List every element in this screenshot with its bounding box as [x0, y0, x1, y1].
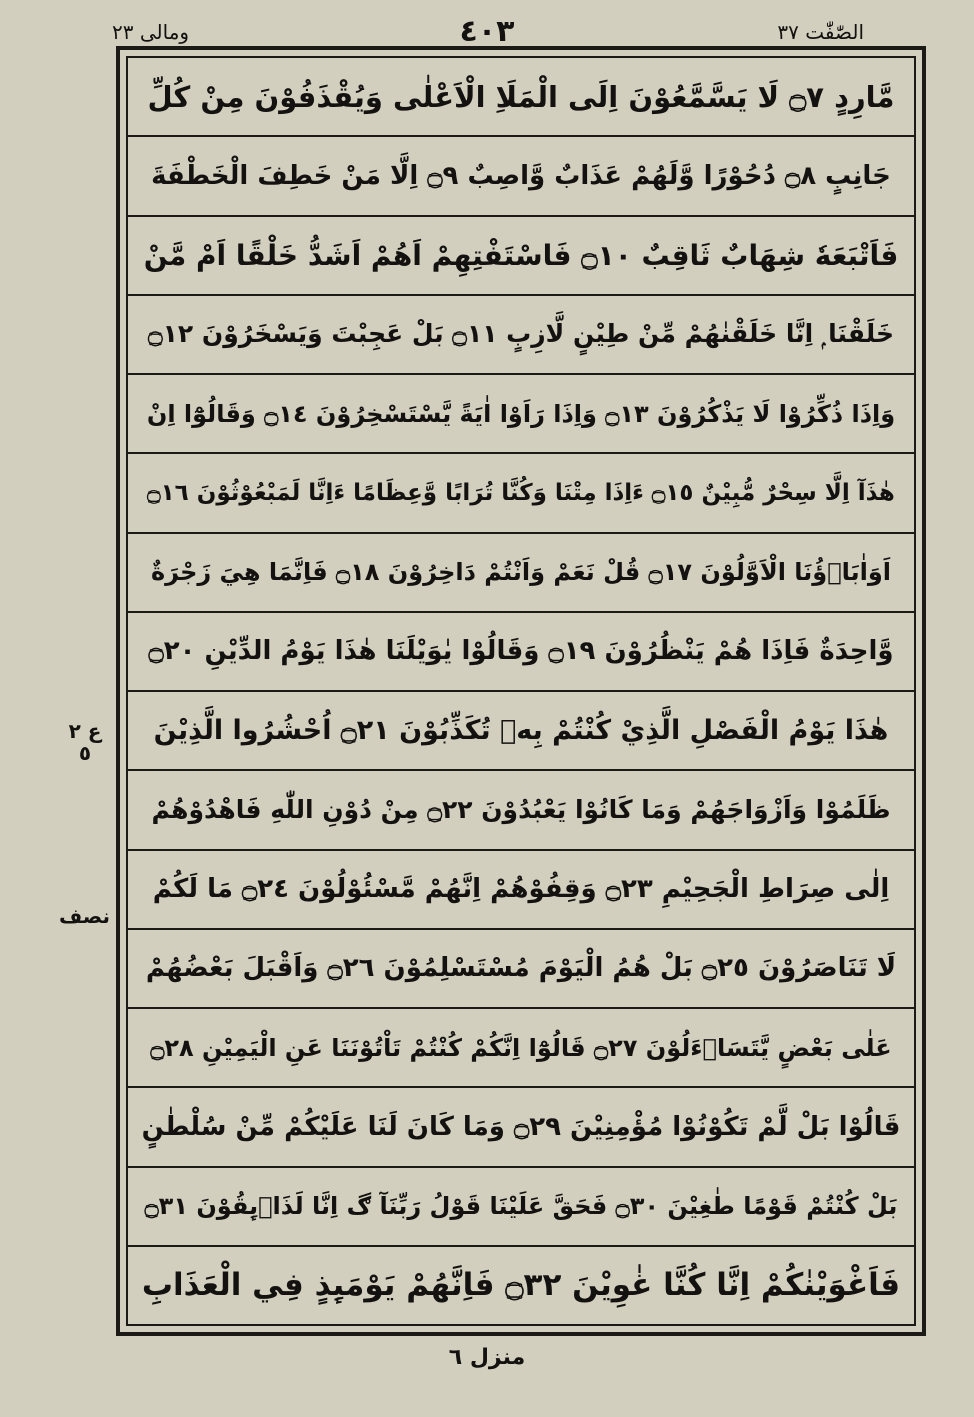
verse-line: خَلَقْنَا ۭ اِنَّا خَلَقْنٰهُمْ مِّنْ طِيْنٍ لَّازِبٍ ۝١١ بَلْ عَجِبْتَ وَيَسْخَرُوْنَ ۝١٢	[128, 296, 914, 375]
verse-line: عَلٰى بَعْضٍ يَّتَسَاۗءَلُوْنَ ۝٢٧ قَالُوْٓا اِنَّكُمْ كُنْتُمْ تَاْتُوْنَنَا عَنِ الْيَمِيْنِ ۝٢٨	[128, 1009, 914, 1088]
verse-line: فَاَغْوَيْنٰكُمْ اِنَّا كُنَّا غٰوِيْنَ ۝٣٢ فَاِنَّهُمْ يَوْمَىِٕذٍ فِي الْعَذَابِ	[141, 1267, 901, 1304]
verse-line: جَانِبٍ ۝٨ دُحُوْرًا وَّلَهُمْ عَذَابٌ وَّاصِبٌ ۝٩ اِلَّا مَنْ خَطِفَ الْخَطْفَةَ	[128, 137, 914, 216]
manzil-footer: منزل ٦	[448, 1345, 526, 1370]
verse-line: هٰذَا يَوْمُ الْفَصْلِ الَّذِيْ كُنْتُمْ بِهٖ تُكَذِّبُوْنَ ۝٢١ اُحْشُرُوا الَّذِيْنَ	[128, 692, 914, 771]
verse-line: ظَلَمُوْا وَاَزْوَاجَهُمْ وَمَا كَانُوْا يَعْبُدُوْنَ ۝٢٢ مِنْ دُوْنِ اللّٰهِ فَاهْدُوْهُمْ	[128, 771, 914, 850]
verse-line: اِلٰى صِرَاطِ الْجَحِيْمِ ۝٢٣ وَقِفُوْهُمْ اِنَّهُمْ مَّسْئُوْلُوْنَ ۝٢٤ مَا لَكُمْ	[128, 851, 914, 930]
nisf-marker: نصف	[58, 904, 110, 928]
verse-line: وَاِذَا ذُكِّرُوْا لَا يَذْكُرُوْنَ ۝١٣ وَاِذَا رَاَوْا اٰيَةً يَّسْتَسْخِرُوْنَ ۝١٤ وَقَالُوْٓا اِنْ	[128, 375, 914, 454]
surah-reference: الصّٰفّٰت ٣٧	[777, 20, 864, 44]
text-frame	[116, 46, 926, 1336]
verse-line: مَّارِدٍ ۝٧ لَا يَسَّمَّعُوْنَ اِلَى الْمَلَاِ الْاَعْلٰى وَيُقْذَفُوْنَ مِنْ كُلِّ	[128, 58, 914, 137]
verse-line: بَلْ كُنْتُمْ قَوْمًا طٰغِيْنَ ۝٣٠ فَحَقَّ عَلَيْنَا قَوْلُ رَبِّنَآ ڰ اِنَّا لَذَاۗىِٕقُوْنَ ۝٣١	[128, 1168, 914, 1247]
verse-line: وَّاحِدَةٌ فَاِذَا هُمْ يَنْظُرُوْنَ ۝١٩ وَقَالُوْا يٰوَيْلَنَا هٰذَا يَوْمُ الدِّيْنِ ۝٢٠	[128, 613, 914, 692]
verse-line: فَاَتْبَعَهٗ شِهَابٌ ثَاقِبٌ ۝١٠ فَاسْتَفْتِهِمْ اَهُمْ اَشَدُّ خَلْقًا اَمْ مَّنْ	[128, 217, 914, 296]
verse-line: اَوَاٰبَاۗؤُنَا الْاَوَّلُوْنَ ۝١٧ قُلْ نَعَمْ وَاَنْتُمْ دَاخِرُوْنَ ۝١٨ فَاِنَّمَا هِيَ زَجْرَةٌ	[128, 534, 914, 613]
page-number: ٤٠٣	[459, 14, 515, 49]
text-lines	[126, 56, 916, 1326]
verse-line: هٰذَآ اِلَّا سِحْرٌ مُّبِيْنٌ ۝١٥ ءَاِذَا مِتْنَا وَكُنَّا تُرَابًا وَّعِظَامًا ءَاِنَّا لَمَبْعُوْثُوْنَ ۝١٦	[128, 454, 914, 533]
verse-line: قَالُوْا بَلْ لَّمْ تَكُوْنُوْا مُؤْمِنِيْنَ ۝٢٩ وَمَا كَانَ لَنَا عَلَيْكُمْ مِّنْ سُلْطٰنٍ	[128, 1088, 914, 1167]
juz-reference: ومالی ٢٣	[112, 20, 190, 44]
verse-line: لَا تَنَاصَرُوْنَ ۝٢٥ بَلْ هُمُ الْيَوْمَ مُسْتَسْلِمُوْنَ ۝٢٦ وَاَقْبَلَ بَعْضُهُمْ	[128, 930, 914, 1009]
ruku-marker: ع ٢ ٥	[68, 719, 102, 765]
